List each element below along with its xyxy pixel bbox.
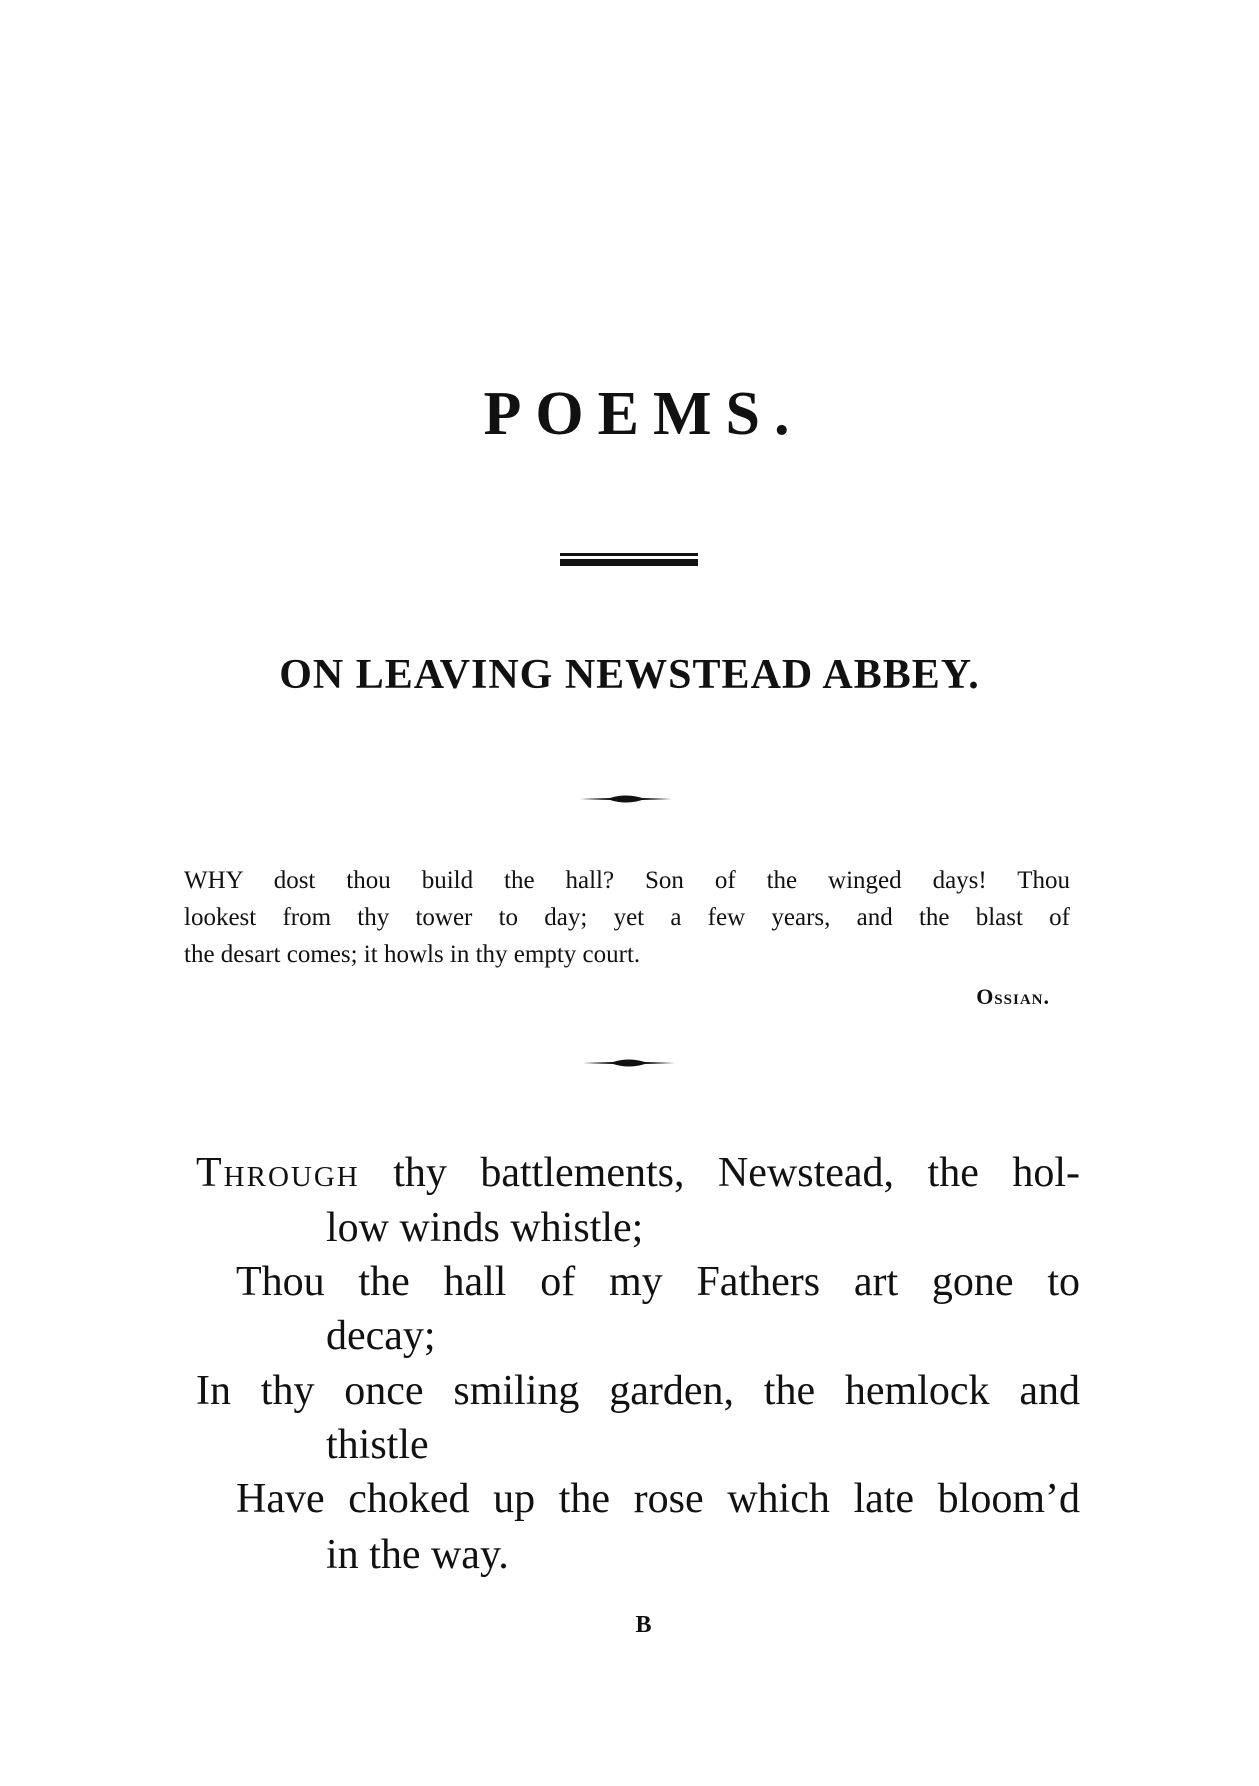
epigraph-line: lookest from thy tower to day; yet a few years, and the blast of <box>184 904 1070 931</box>
epigraph-line: the desart comes; it howls in thy empty court. <box>184 941 641 968</box>
verse-line: In thy once smiling garden, the hemlock and <box>196 1368 1080 1414</box>
ornament-divider-icon <box>580 792 672 806</box>
verse-line <box>196 1146 1080 1200</box>
ornament-divider-icon <box>583 1056 675 1070</box>
epigraph-attribution: Ossian. <box>976 984 1050 1009</box>
thick-rule <box>560 559 698 566</box>
verse-line-text: thy battlements, Newstead, the hol- <box>359 1150 1080 1196</box>
verse-line-continuation: thistle <box>326 1422 429 1468</box>
verse-line-continuation: low winds whistle; <box>326 1205 644 1251</box>
verse-line: Have choked up the rose which late bloom’d <box>236 1476 1080 1522</box>
epigraph-line: WHY dost thou build the hall? Son of the winged days! Thou <box>184 867 1070 894</box>
verse-line: Thou the hall of my Fathers art gone to <box>236 1259 1080 1305</box>
epigraph <box>184 862 1070 973</box>
page-title: POEMS. <box>483 380 804 448</box>
verse-line-continuation: decay; <box>326 1313 436 1359</box>
signature-mark: B <box>635 1612 652 1638</box>
poem-title: ON LEAVING NEWSTEAD ABBEY. <box>279 652 980 698</box>
verse-lead-word: Through <box>196 1150 360 1196</box>
verse-line-continuation: in the way. <box>326 1532 509 1578</box>
double-rule-divider <box>560 553 698 567</box>
thin-rule <box>560 553 698 556</box>
